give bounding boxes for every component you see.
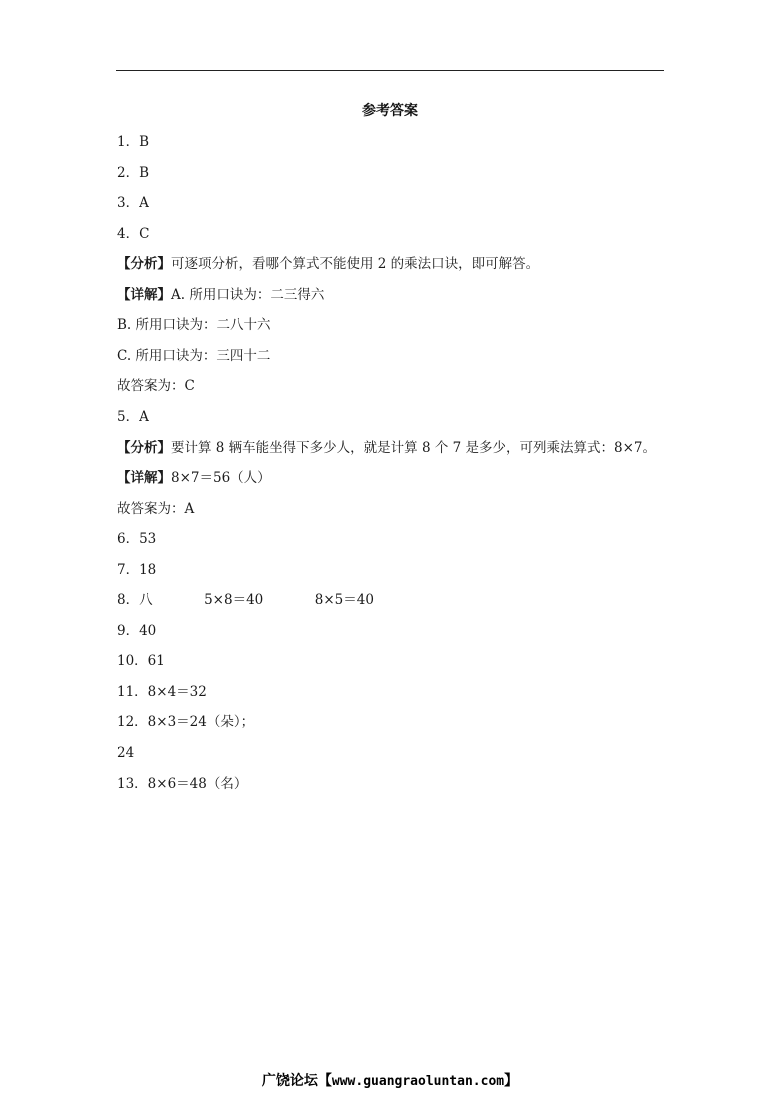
line-text: 24 [117, 745, 135, 761]
line-text: 故答案为：C [117, 378, 195, 395]
footer-url: www.guangraoluntan.com [331, 1074, 505, 1089]
answer-line [117, 591, 374, 609]
line-text: 故答案为：A [117, 500, 195, 517]
line-text: B. 所用口诀为：二八十六 [117, 317, 271, 334]
line-text: 8．八 5×8＝40 8×5＝40 [117, 592, 374, 609]
footer-bracket-close: 】 [504, 1073, 519, 1089]
header-rule [116, 70, 664, 71]
answer-line [117, 164, 149, 182]
answer-line [117, 377, 195, 395]
answer-line [117, 408, 149, 426]
footer-bracket-open: 【 [317, 1073, 332, 1089]
line-text: 可逐项分析，看哪个算式不能使用 2 的乘法口诀，即可解答。 [171, 256, 540, 273]
page-title: 参考答案 [362, 103, 418, 119]
line-text: 2．B [117, 164, 150, 181]
line-text: 6．53 [117, 531, 157, 548]
line-text: 7．18 [117, 561, 157, 578]
answer-line [117, 713, 254, 731]
line-text: 8×7＝56（人） [171, 470, 271, 487]
answer-line [117, 133, 149, 151]
footer-site-name: 广饶论坛 [261, 1073, 318, 1089]
line-text: A. 所用口诀为：二三得六 [171, 286, 325, 303]
line-text: C. 所用口诀为：三四十二 [117, 347, 271, 364]
answer-line [117, 500, 194, 518]
line-prefix: 【分析】 [117, 256, 171, 273]
line-text: 1．B [117, 134, 150, 150]
answer-line [117, 652, 165, 670]
line-text: 要计算 8 辆车能坐得下多少人，就是计算 8 个 7 是多少，可列乘法算式：8×7。 [171, 439, 657, 456]
line-prefix: 【详解】 [117, 286, 171, 303]
answer-line [117, 469, 271, 487]
answer-line [117, 316, 271, 334]
answer-line [117, 194, 149, 212]
line-text: 5．A [117, 408, 149, 425]
answer-line [117, 683, 207, 701]
line-prefix: 【分析】 [117, 439, 171, 456]
answer-line [117, 439, 656, 457]
line-text: 10．61 [117, 653, 165, 670]
answer-line [117, 744, 134, 762]
line-text: 3．A [117, 195, 149, 212]
answer-line [117, 530, 156, 548]
answer-line [117, 286, 324, 304]
line-text: 11．8×4＝32 [117, 683, 207, 700]
answer-line [117, 561, 156, 579]
line-text: 9．40 [117, 622, 157, 639]
answer-line [117, 775, 247, 793]
answer-line [117, 255, 539, 273]
line-text: 4．C [117, 225, 150, 242]
answer-line [117, 622, 156, 640]
answer-line [117, 347, 270, 365]
answer-line [117, 225, 149, 243]
line-text: 12．8×3＝24（朵）； [117, 714, 255, 731]
line-prefix: 【详解】 [117, 470, 171, 487]
line-text: 13．8×6＝48（名） [117, 775, 248, 792]
footer-watermark [0, 1070, 780, 1090]
